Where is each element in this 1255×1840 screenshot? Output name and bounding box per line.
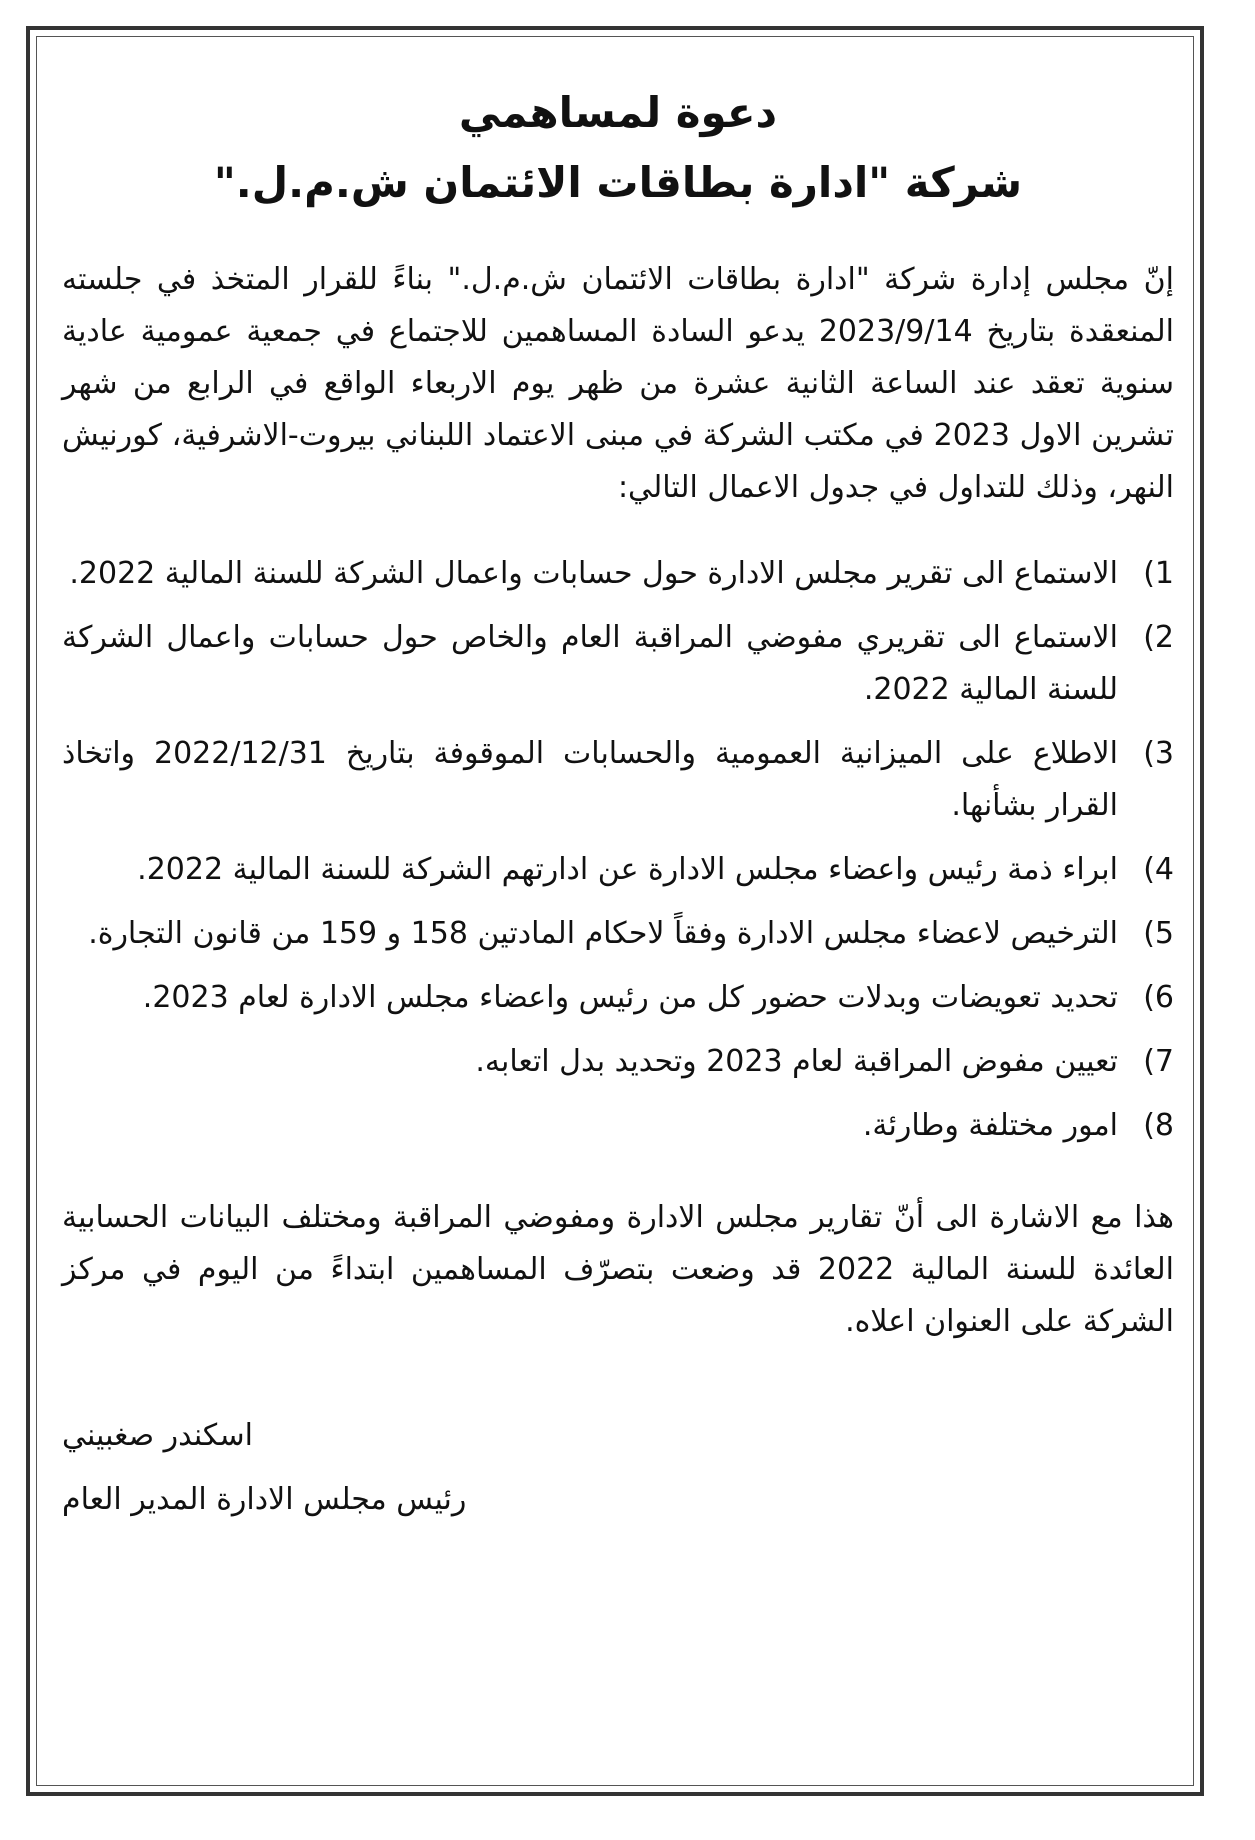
agenda-item-text: ابراء ذمة رئيس واعضاء مجلس الادارة عن ادارتهم الشركة للسنة المالية 2022. — [137, 852, 1118, 887]
agenda-item-number: 1) — [1143, 556, 1174, 591]
agenda-item-8 — [62, 1100, 1174, 1152]
agenda-item-7 — [62, 1036, 1174, 1088]
agenda-item-text: الترخيص لاعضاء مجلس الادارة وفقاً لاحكام المادتين 158 و 159 من قانون التجارة. — [88, 916, 1118, 951]
agenda-item-1 — [62, 548, 1174, 600]
signatory-name: اسكندر صغبيني — [62, 1418, 253, 1453]
agenda-item-4 — [62, 844, 1174, 896]
agenda-item-3 — [62, 728, 1174, 832]
agenda-item-text: الاستماع الى تقرير مجلس الادارة حول حسابات واعمال الشركة للسنة المالية 2022. — [69, 556, 1118, 591]
agenda-item-number: 7) — [1143, 1044, 1174, 1079]
agenda-item-5 — [62, 908, 1174, 960]
agenda-item-text: امور مختلفة وطارئة. — [862, 1108, 1118, 1143]
agenda-item-text: الاطلاع على الميزانية العمومية والحسابات الموقوفة بتاريخ 2022/12/31 واتخاذ القرار بشأنها. — [62, 736, 1118, 823]
agenda-item-number: 2) — [1143, 620, 1174, 655]
agenda-item-number: 6) — [1143, 980, 1174, 1015]
document-body — [62, 70, 1174, 1532]
title-line-2: شركة "ادارة بطاقات الائتمان ش.م.ل." — [213, 158, 1023, 207]
agenda-item-6 — [62, 972, 1174, 1024]
note-paragraph: هذا مع الاشارة الى أنّ تقارير مجلس الادارة ومفوضي المراقبة ومختلف البيانات الحسابية العائدة للسنة المالية 2022 قد وضعت بتصرّف المساهمين ابتداءً من اليوم في مركز الشركة على العنوان اعلاه. — [62, 1200, 1174, 1339]
agenda-item-text: تعيين مفوض المراقبة لعام 2023 وتحديد بدل اتعابه. — [475, 1044, 1118, 1079]
title-line-1: دعوة لمساهمي — [458, 88, 778, 137]
signature-block — [62, 1404, 1174, 1532]
agenda-list — [62, 548, 1174, 1152]
agenda-item-2 — [62, 612, 1174, 716]
agenda-item-number: 8) — [1143, 1108, 1174, 1143]
agenda-item-text: الاستماع الى تقريري مفوضي المراقبة العام والخاص حول حسابات واعمال الشركة للسنة المالية 2022. — [62, 620, 1118, 707]
intro-paragraph: إنّ مجلس إدارة شركة "ادارة بطاقات الائتمان ش.م.ل." بناءً للقرار المتخذ في جلسته المنعقدة بتاريخ 2023/9/14 يدعو السادة المساهمين للاجتماع في جمعية عمومية عادية سنوية تعقد عند الساعة الثانية عشرة من ظهر يوم الاربعاء الواقع في الرابع من شهر تشرين الاول 2023 في مكتب الشركة في مبنى الاعتماد اللبناني بيروت-الاشرفية، كورنيش النهر، وذلك للتداول في جدول الاعمال التالي: — [62, 262, 1174, 505]
agenda-item-text: تحديد تعويضات وبدلات حضور كل من رئيس واعضاء مجلس الادارة لعام 2023. — [142, 980, 1118, 1015]
agenda-item-number: 3) — [1143, 736, 1174, 771]
signatory-position: رئيس مجلس الادارة المدير العام — [62, 1482, 467, 1517]
agenda-item-number: 5) — [1143, 916, 1174, 951]
agenda-item-number: 4) — [1143, 852, 1174, 887]
